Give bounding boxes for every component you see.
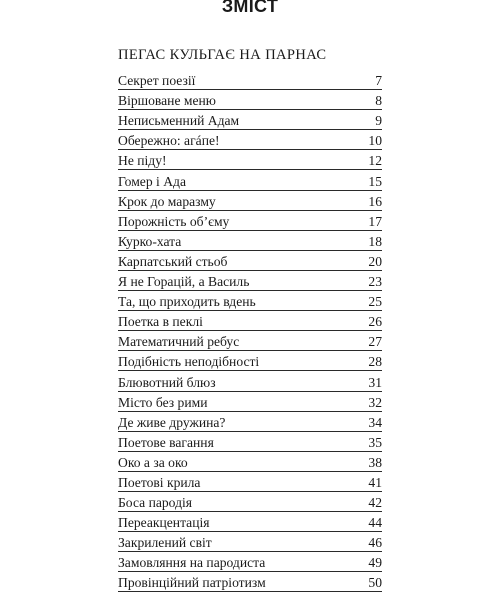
toc-entry-page-number: 10 bbox=[368, 133, 382, 149]
toc-entry-title: Око а за око bbox=[118, 454, 188, 470]
toc-entry bbox=[118, 110, 382, 130]
toc-entry-title: Блювотний блюз bbox=[118, 374, 216, 390]
toc-entry bbox=[118, 191, 382, 211]
toc-entry-title: Крок до маразму bbox=[118, 193, 216, 209]
toc-entry-page-number: 41 bbox=[368, 474, 382, 490]
toc-entry bbox=[118, 492, 382, 512]
toc-entry-title: Подібність неподібності bbox=[118, 354, 260, 370]
toc-entry bbox=[118, 472, 382, 492]
section-title: ПЕГАС КУЛЬГАЄ НА ПАРНАС bbox=[118, 47, 327, 63]
toc-entry-title: Віршоване меню bbox=[118, 93, 216, 109]
toc-entry-title: Переакцентація bbox=[118, 515, 210, 531]
toc-entry-page-number: 25 bbox=[368, 294, 382, 310]
toc-entry-page-number: 44 bbox=[368, 515, 382, 531]
toc-entry bbox=[118, 371, 382, 391]
toc-entry-page-number: 18 bbox=[368, 233, 382, 249]
toc-entry bbox=[118, 412, 382, 432]
toc-entry bbox=[118, 70, 382, 90]
toc-entry-title: Поетка в пеклі bbox=[118, 314, 203, 330]
toc-entry-title: Порожність об’єму bbox=[118, 213, 230, 229]
toc-entry-page-number: 7 bbox=[375, 73, 382, 89]
toc-entry-title: Обережно: агáпе! bbox=[118, 133, 220, 149]
table-of-contents bbox=[118, 70, 382, 592]
toc-entry-page-number: 35 bbox=[368, 434, 382, 450]
toc-entry bbox=[118, 452, 382, 472]
toc-entry-title: Закрилений світ bbox=[118, 535, 212, 551]
toc-entry-page-number: 50 bbox=[368, 575, 382, 591]
toc-entry bbox=[118, 90, 382, 110]
toc-entry-title: Поетові крила bbox=[118, 474, 201, 490]
toc-entry-page-number: 42 bbox=[368, 495, 382, 511]
toc-entry bbox=[118, 532, 382, 552]
toc-entry-title: Та, що приходить вдень bbox=[118, 294, 256, 310]
toc-entry-page-number: 46 bbox=[368, 535, 382, 551]
toc-entry-title: Курко-хата bbox=[118, 233, 182, 249]
toc-entry-title: Місто без рими bbox=[118, 394, 208, 410]
toc-entry-page-number: 32 bbox=[368, 394, 382, 410]
toc-entry bbox=[118, 392, 382, 412]
contents-heading: ЗМІСТ bbox=[221, 0, 279, 16]
toc-entry-page-number: 8 bbox=[375, 93, 382, 109]
toc-entry-title: Я не Горацій, а Василь bbox=[118, 274, 250, 290]
toc-entry-title: Неписьменний Адам bbox=[118, 113, 240, 129]
toc-entry-title: Поетове вагання bbox=[118, 434, 214, 450]
toc-entry bbox=[118, 211, 382, 231]
toc-entry-page-number: 34 bbox=[368, 414, 382, 430]
toc-entry bbox=[118, 331, 382, 351]
toc-entry-page-number: 23 bbox=[368, 274, 382, 290]
toc-entry-page-number: 27 bbox=[368, 334, 382, 350]
toc-entry bbox=[118, 552, 382, 572]
toc-entry bbox=[118, 271, 382, 291]
toc-entry-title: Боса пародія bbox=[118, 495, 193, 511]
toc-entry-page-number: 17 bbox=[368, 213, 382, 229]
toc-entry-page-number: 28 bbox=[368, 354, 382, 370]
toc-entry-title: Провінційний патріотизм bbox=[118, 575, 266, 591]
toc-entry-page-number: 9 bbox=[375, 113, 382, 129]
toc-entry-page-number: 49 bbox=[368, 555, 382, 571]
toc-entry-page-number: 15 bbox=[368, 173, 382, 189]
toc-entry-title: Де живе дружина? bbox=[118, 414, 226, 430]
toc-entry-page-number: 38 bbox=[368, 454, 382, 470]
toc-entry-title: Не піду! bbox=[118, 153, 167, 169]
toc-entry bbox=[118, 432, 382, 452]
toc-entry-title: Гомер і Ада bbox=[118, 173, 186, 189]
toc-entry bbox=[118, 572, 382, 592]
toc-entry bbox=[118, 231, 382, 251]
toc-entry-page-number: 20 bbox=[368, 253, 382, 269]
toc-entry bbox=[118, 170, 382, 190]
toc-entry bbox=[118, 251, 382, 271]
toc-entry-title: Математичний ребус bbox=[118, 334, 240, 350]
toc-entry bbox=[118, 351, 382, 371]
toc-entry-title: Карпатський стьоб bbox=[118, 253, 228, 269]
toc-entry-title: Замовляння на пародиста bbox=[118, 555, 266, 571]
toc-entry-page-number: 31 bbox=[368, 374, 382, 390]
toc-entry bbox=[118, 130, 382, 150]
toc-entry bbox=[118, 150, 382, 170]
toc-entry bbox=[118, 291, 382, 311]
toc-entry bbox=[118, 311, 382, 331]
toc-entry-title: Секрет поезії bbox=[118, 73, 196, 89]
toc-entry-page-number: 16 bbox=[368, 193, 382, 209]
toc-entry bbox=[118, 512, 382, 532]
toc-entry-page-number: 26 bbox=[368, 314, 382, 330]
toc-entry-page-number: 12 bbox=[368, 153, 382, 169]
